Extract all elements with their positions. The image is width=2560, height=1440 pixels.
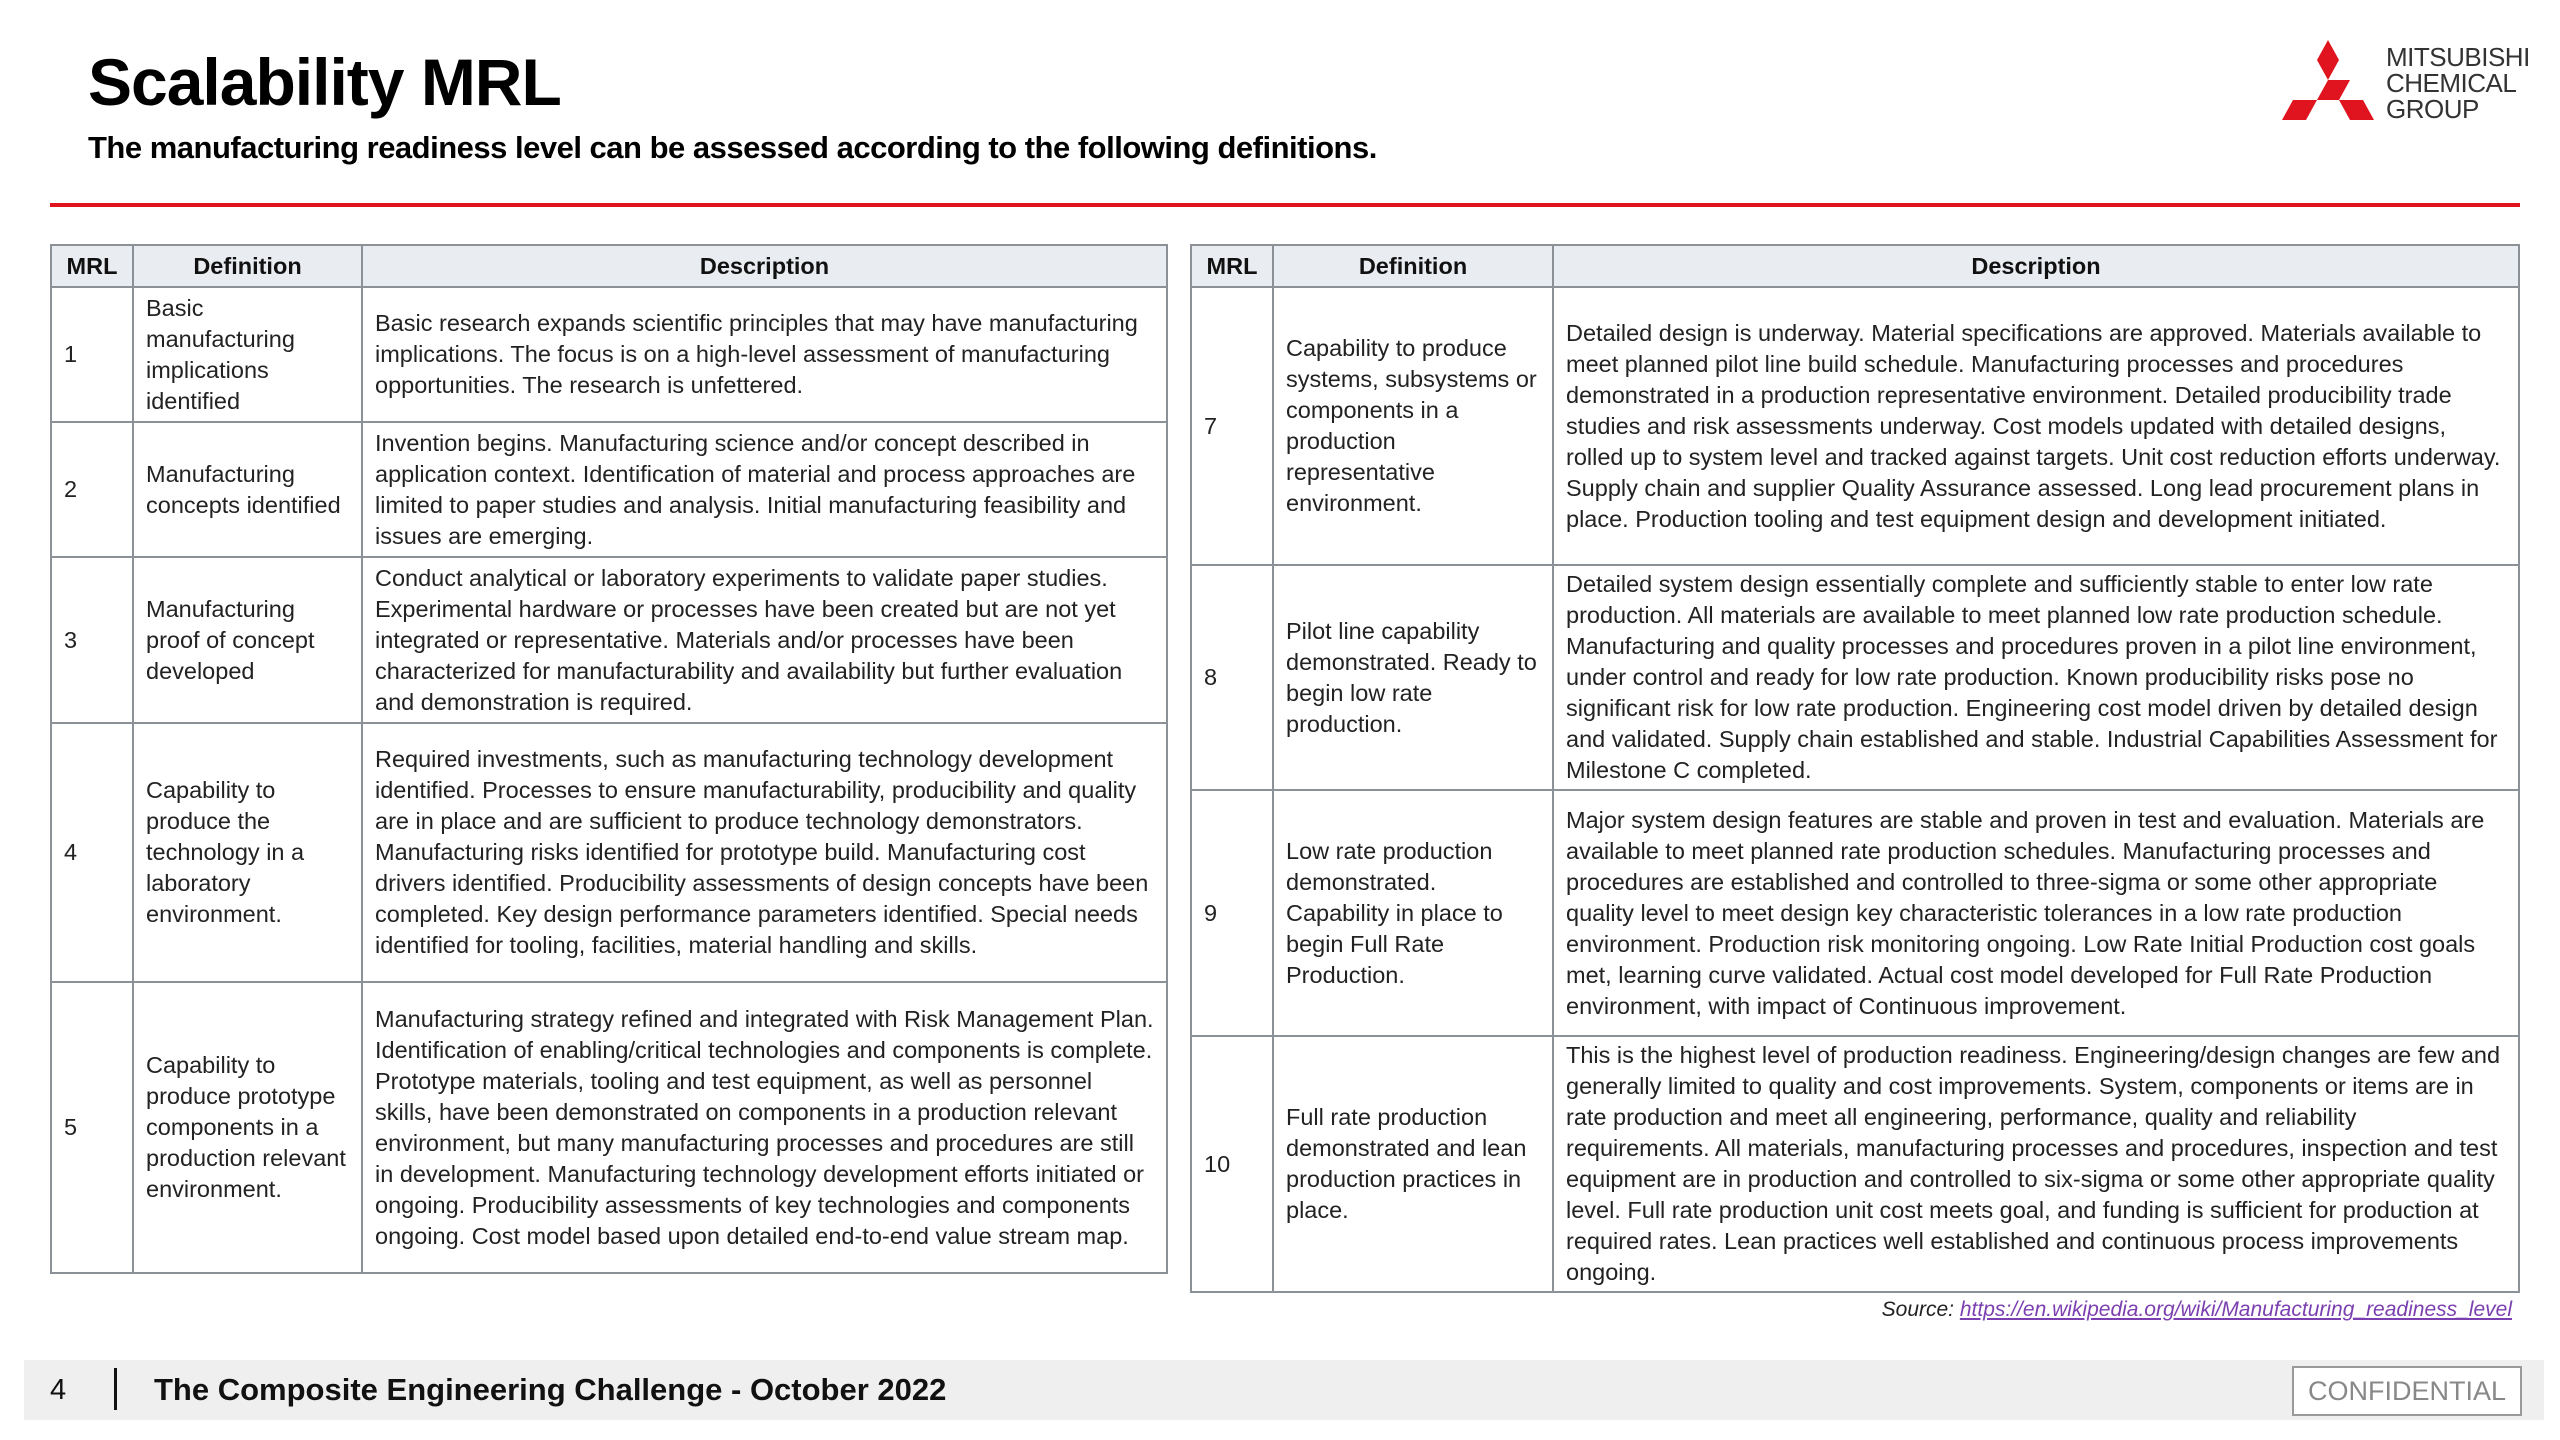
mrl-level: 8 (1191, 565, 1273, 790)
table-row (51, 982, 1167, 1273)
logo-line: CHEMICAL (2386, 68, 2517, 98)
three-diamonds-icon (2282, 40, 2374, 126)
mrl-definition: Capability to produce the technology in a laboratory environment. (133, 723, 362, 982)
table-row (1191, 287, 2519, 565)
mrl-description: Required investments, such as manufacturing technology development identified. Processes to ensure manufacturability, producibility and quality are in place and are sufficient to produce technology demonstrators. Manufacturing risks identified for prototype build. Manufacturing cost drivers identified. Producibility assessments of design concepts have been completed. Key design performance parameters identified. Special needs identified for tooling, facilities, material handling and skills. (362, 723, 1167, 982)
column-header-definition: Definition (1273, 245, 1553, 287)
confidential-badge: CONFIDENTIAL (2292, 1366, 2522, 1416)
source-link[interactable]: https://en.wikipedia.org/wiki/Manufacturing_readiness_level (1959, 1298, 2512, 1321)
table-row (51, 723, 1167, 982)
mrl-description: Manufacturing strategy refined and integrated with Risk Management Plan. Identification of enabling/critical technologies and components is complete. Prototype materials, tooling and test equipment, as well as personnel skills, have been demonstrated on components in a production relevant environment, but many manufacturing processes and procedures are still in development. Manufacturing technology development efforts initiated or ongoing. Producibility assessments of key technologies and components ongoing. Cost model based upon detailed end-to-end value stream map. (362, 982, 1167, 1273)
mrl-definition: Full rate production demonstrated and lean production practices in place. (1273, 1036, 1553, 1292)
table-row (1191, 565, 2519, 790)
mrl-description: Invention begins. Manufacturing science and/or concept described in application context. Identification of material and process approaches are limited to paper studies and analysis. Initial manufacturing feasibility and issues are emerging. (362, 422, 1167, 557)
mrl-definition: Capability to produce prototype components in a production relevant environment. (133, 982, 362, 1273)
mrl-definition: Manufacturing concepts identified (133, 422, 362, 557)
mrl-level: 4 (51, 723, 133, 982)
table-header-row (51, 245, 1167, 287)
mrl-level: 7 (1191, 287, 1273, 565)
mrl-table-right (1190, 244, 2520, 1293)
mrl-level: 5 (51, 982, 133, 1273)
mrl-table-left (50, 244, 1168, 1274)
mrl-definition: Pilot line capability demonstrated. Ready to begin low rate production. (1273, 565, 1553, 790)
logo-line: GROUP (2386, 94, 2479, 124)
table-row (51, 557, 1167, 723)
mrl-description: This is the highest level of production readiness. Engineering/design changes are few and generally limited to quality and cost improvements. System, components or items are in rate production and meet all engineering, performance, quality and reliability requirements. All materials, manufacturing processes and procedures, inspection and test equipment are in production and controlled to six-sigma or some other appropriate quality level. Full rate production unit cost meets goal, and funding is sufficient for production at required rates. Lean practices well established and continuous process improvements ongoing. (1553, 1036, 2519, 1292)
mrl-description: Basic research expands scientific principles that may have manufacturing implications. The focus is on a high-level assessment of manufacturing opportunities. The research is unfettered. (362, 287, 1167, 422)
company-logo (2282, 40, 2532, 130)
page-subtitle: The manufacturing readiness level can be assessed according to the following definitions. (88, 130, 1377, 165)
source-citation (1882, 1298, 2512, 1322)
mrl-description: Conduct analytical or laboratory experiments to validate paper studies. Experimental hardware or processes have been created but are not yet integrated or representative. Materials and/or processes have been characterized for manufacturability and availability but further evaluation and demonstration is required. (362, 557, 1167, 723)
mrl-description: Detailed design is underway. Material specifications are approved. Materials available to meet planned pilot line build schedule. Manufacturing processes and procedures demonstrated in a production representative environment. Detailed producibility trade studies and risk assessments underway. Cost models updated with detailed designs, rolled up to system level and tracked against targets. Unit cost reduction efforts underway. Supply chain and supplier Quality Assurance assessed. Long lead procurement plans in place. Production tooling and test equipment design and development initiated. (1553, 287, 2519, 565)
table-row (1191, 790, 2519, 1036)
mrl-definition: Manufacturing proof of concept developed (133, 557, 362, 723)
mrl-definition: Low rate production demonstrated. Capability in place to begin Full Rate Production. (1273, 790, 1553, 1036)
mrl-level: 2 (51, 422, 133, 557)
column-header-definition: Definition (133, 245, 362, 287)
mrl-level: 1 (51, 287, 133, 422)
mrl-level: 9 (1191, 790, 1273, 1036)
mrl-level: 3 (51, 557, 133, 723)
mrl-description: Major system design features are stable and proven in test and evaluation. Materials are available to meet planned rate production schedules. Manufacturing processes and procedures are established and controlled to three-sigma or some other appropriate quality level to meet design key characteristic tolerances in a low rate production environment. Production risk monitoring ongoing. Low Rate Initial Production cost goals met, learning curve validated. Actual cost model developed for Full Rate Production environment, with impact of Continuous improvement. (1553, 790, 2519, 1036)
logo-line: MITSUBISHI (2386, 42, 2530, 72)
column-header-description: Description (362, 245, 1167, 287)
column-header-description: Description (1553, 245, 2519, 287)
mrl-description: Detailed system design essentially complete and sufficiently stable to enter low rate production. All materials are available to meet planned low rate production schedule. Manufacturing and quality processes and procedures proven in a pilot line environment, under control and ready for low rate production. Known producibility risks pose no significant risk for low rate production. Engineering cost model driven by detailed design and validated. Supply chain established and stable. Industrial Capabilities Assessment for Milestone C completed. (1553, 565, 2519, 790)
footer-divider (114, 1368, 117, 1410)
header-divider (50, 203, 2520, 207)
table-row (1191, 1036, 2519, 1292)
logo-wordmark (2386, 44, 2530, 122)
page-number: 4 (50, 1374, 67, 1406)
footer-title: The Composite Engineering Challenge - October 2022 (154, 1372, 947, 1407)
table-row (51, 287, 1167, 422)
footer (24, 1360, 2544, 1420)
mrl-definition: Basic manufacturing implications identified (133, 287, 362, 422)
column-header-mrl: MRL (51, 245, 133, 287)
column-header-mrl: MRL (1191, 245, 1273, 287)
mrl-level: 10 (1191, 1036, 1273, 1292)
source-label: Source: (1881, 1298, 1955, 1321)
mrl-definition: Capability to produce systems, subsystems or components in a production representative environment. (1273, 287, 1553, 565)
table-header-row (1191, 245, 2519, 287)
page-title: Scalability MRL (88, 45, 561, 119)
table-row (51, 422, 1167, 557)
